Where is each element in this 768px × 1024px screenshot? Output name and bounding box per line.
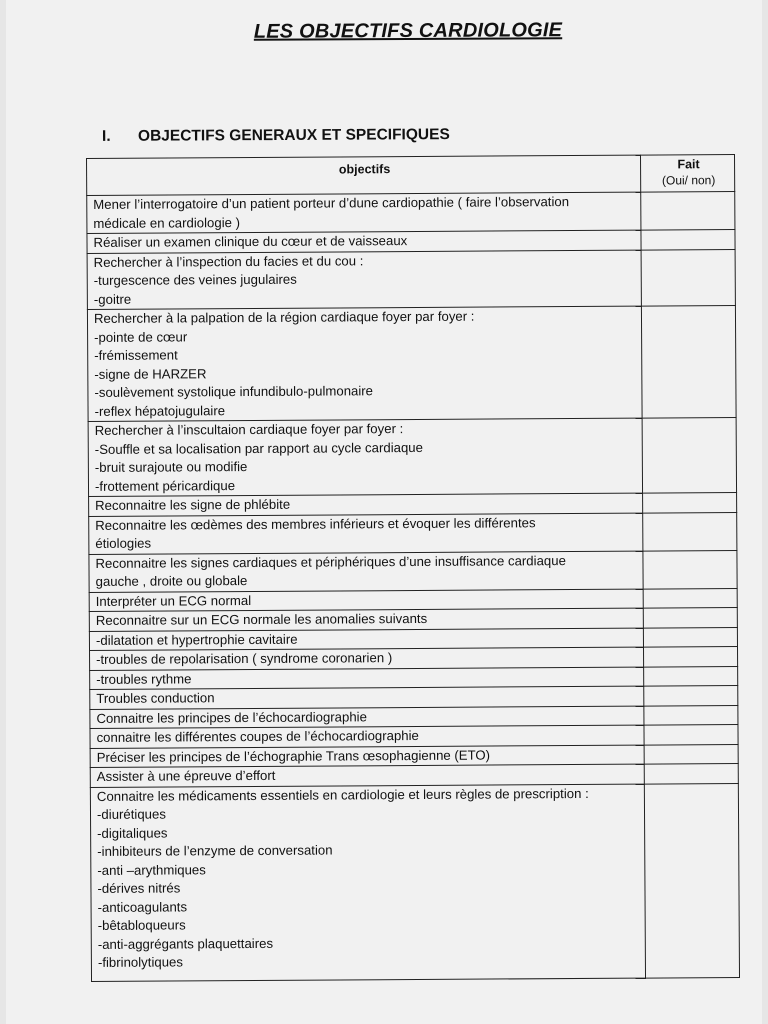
document-page [6, 0, 762, 1024]
objective-line: -soulèvement systolique infundibulo-pulmonaire [94, 383, 374, 400]
fait-checkbox-cell[interactable] [644, 783, 739, 978]
header-fait [640, 155, 734, 193]
header-fait-sub: (Oui/ non) [661, 173, 716, 188]
objective-line: Mener l’interrogatoire d’un patient porteur d’dune cardiopathie ( faire l’observation [93, 194, 570, 212]
table-row [87, 192, 735, 234]
objective-cell [87, 192, 641, 233]
objective-line: -dilatation et hypertrophie cavitaire [95, 631, 298, 648]
section-number: I. [101, 127, 111, 145]
objective-line: -anti –arythmiques [97, 861, 206, 878]
objective-cell [90, 784, 645, 981]
fait-checkbox-cell[interactable] [644, 725, 738, 745]
objective-line: -dérives nitrés [97, 880, 181, 896]
objective-line: Reconnaitre les œdèmes des membres inférieurs et évoquer les différentes [95, 514, 536, 533]
header-fait-label: Fait [677, 157, 700, 172]
objective-line: Rechercher à l’inscultaion cardiaque foyer par foyer : [94, 421, 404, 438]
objective-line: -frémissement [94, 347, 178, 363]
objective-cell [88, 418, 642, 496]
objective-line: Reconnaitre les signes cardiaques et périphériques d’une insuffisance cardiaque [95, 552, 566, 571]
objective-line: -diurétiques [96, 806, 166, 822]
fait-checkbox-cell[interactable] [644, 686, 738, 706]
objective-cell [87, 250, 641, 310]
objective-line: -Souffle et sa localisation par rapport au cycle cardiaque [94, 439, 423, 457]
objective-line: Connaitre les médicaments essentiels en cardiologie et leurs règles de prescription : [96, 785, 589, 804]
table-row [87, 249, 735, 309]
objective-line: -troubles de repolarisation ( syndrome coronarien ) [96, 650, 393, 667]
objective-line: -inhibiteurs de l’enzyme de conversation [97, 842, 333, 859]
page-title: LES OBJECTIFS CARDIOLOGIE [253, 19, 563, 43]
fait-checkbox-cell[interactable] [643, 608, 737, 628]
objective-line: Connaitre les principes de l’échocardiographie [96, 708, 367, 726]
section-heading [102, 126, 450, 146]
fait-checkbox-cell[interactable] [641, 192, 735, 231]
fait-checkbox-cell[interactable] [643, 588, 737, 608]
table-row [89, 512, 737, 554]
fait-checkbox-cell[interactable] [643, 493, 737, 513]
objective-line: Troubles conduction [96, 690, 215, 706]
objective-line: Assister à une épreuve d’effort [96, 767, 276, 784]
table-row [90, 783, 739, 981]
objective-line: -reflex hépatojugulaire [94, 402, 226, 419]
fait-checkbox-cell[interactable] [644, 744, 738, 764]
section-label: OBJECTIFS GENERAUX ET SPECIFIQUES [137, 126, 450, 145]
fait-checkbox-cell[interactable] [644, 666, 738, 686]
table-header-row [87, 155, 735, 196]
fait-checkbox-cell[interactable] [643, 512, 737, 551]
objective-line: Reconnaitre sur un ECG normale les anomalies suivants [95, 610, 428, 628]
header-objectifs: objectifs [87, 155, 641, 195]
fait-checkbox-cell[interactable] [644, 705, 738, 725]
objective-line: gauche , droite ou globale [95, 573, 248, 589]
objective-line: Préciser les principes de l’échographie Trans œsophagienne (ETO) [96, 747, 491, 765]
objective-line: Interpréter un ECG normal [95, 592, 252, 609]
objective-line: -digitaliques [97, 825, 168, 841]
fait-checkbox-cell[interactable] [644, 764, 738, 784]
objectives-table [86, 154, 740, 981]
objective-line: -goitre [93, 291, 132, 307]
fait-checkbox-cell[interactable] [642, 418, 736, 494]
objective-line: -fibrinolytiques [97, 954, 183, 970]
table-body [87, 192, 740, 981]
fait-checkbox-cell[interactable] [641, 249, 735, 306]
table-row [89, 550, 737, 592]
objective-line: connaitre les différentes coupes de l’échocardiographie [96, 727, 419, 745]
fait-checkbox-cell[interactable] [641, 306, 736, 419]
objective-line: Rechercher à la palpation de la région cardiaque foyer par foyer : [93, 308, 475, 326]
fait-checkbox-cell[interactable] [643, 550, 737, 589]
table-row [88, 418, 736, 497]
objective-line: étiologies [95, 535, 152, 551]
objective-line: Réaliser un examen clinique du cœur et de vaisseaux [93, 233, 408, 250]
objective-line: -pointe de cœur [94, 328, 188, 345]
fait-checkbox-cell[interactable] [643, 627, 737, 647]
objective-line: -frottement péricardique [94, 477, 236, 494]
objective-line: -bruit surajoute ou modifie [94, 459, 248, 475]
objective-line: -anticoagulants [97, 898, 188, 915]
objective-line: -bêtabloqueurs [97, 917, 186, 933]
objective-line: médicale en cardiologie ) [93, 214, 241, 231]
objective-line: -signe de HARZER [94, 365, 207, 382]
table-row [87, 306, 736, 422]
objective-line: -troubles rythme [96, 670, 192, 687]
objective-line: -anti-aggrégants plaquettaires [97, 935, 274, 952]
objective-line: Reconnaitre les signe de phlébite [95, 496, 291, 513]
objective-cell [87, 306, 642, 421]
fait-checkbox-cell[interactable] [643, 647, 737, 667]
objective-cell [89, 513, 643, 554]
objective-cell [89, 551, 643, 592]
objectives-table-wrapper [86, 154, 739, 981]
objective-line: -turgescence des veines jugulaires [93, 271, 297, 288]
fait-checkbox-cell[interactable] [641, 230, 735, 250]
objective-line: Rechercher à l’inspection du facies et du cou : [93, 252, 364, 270]
